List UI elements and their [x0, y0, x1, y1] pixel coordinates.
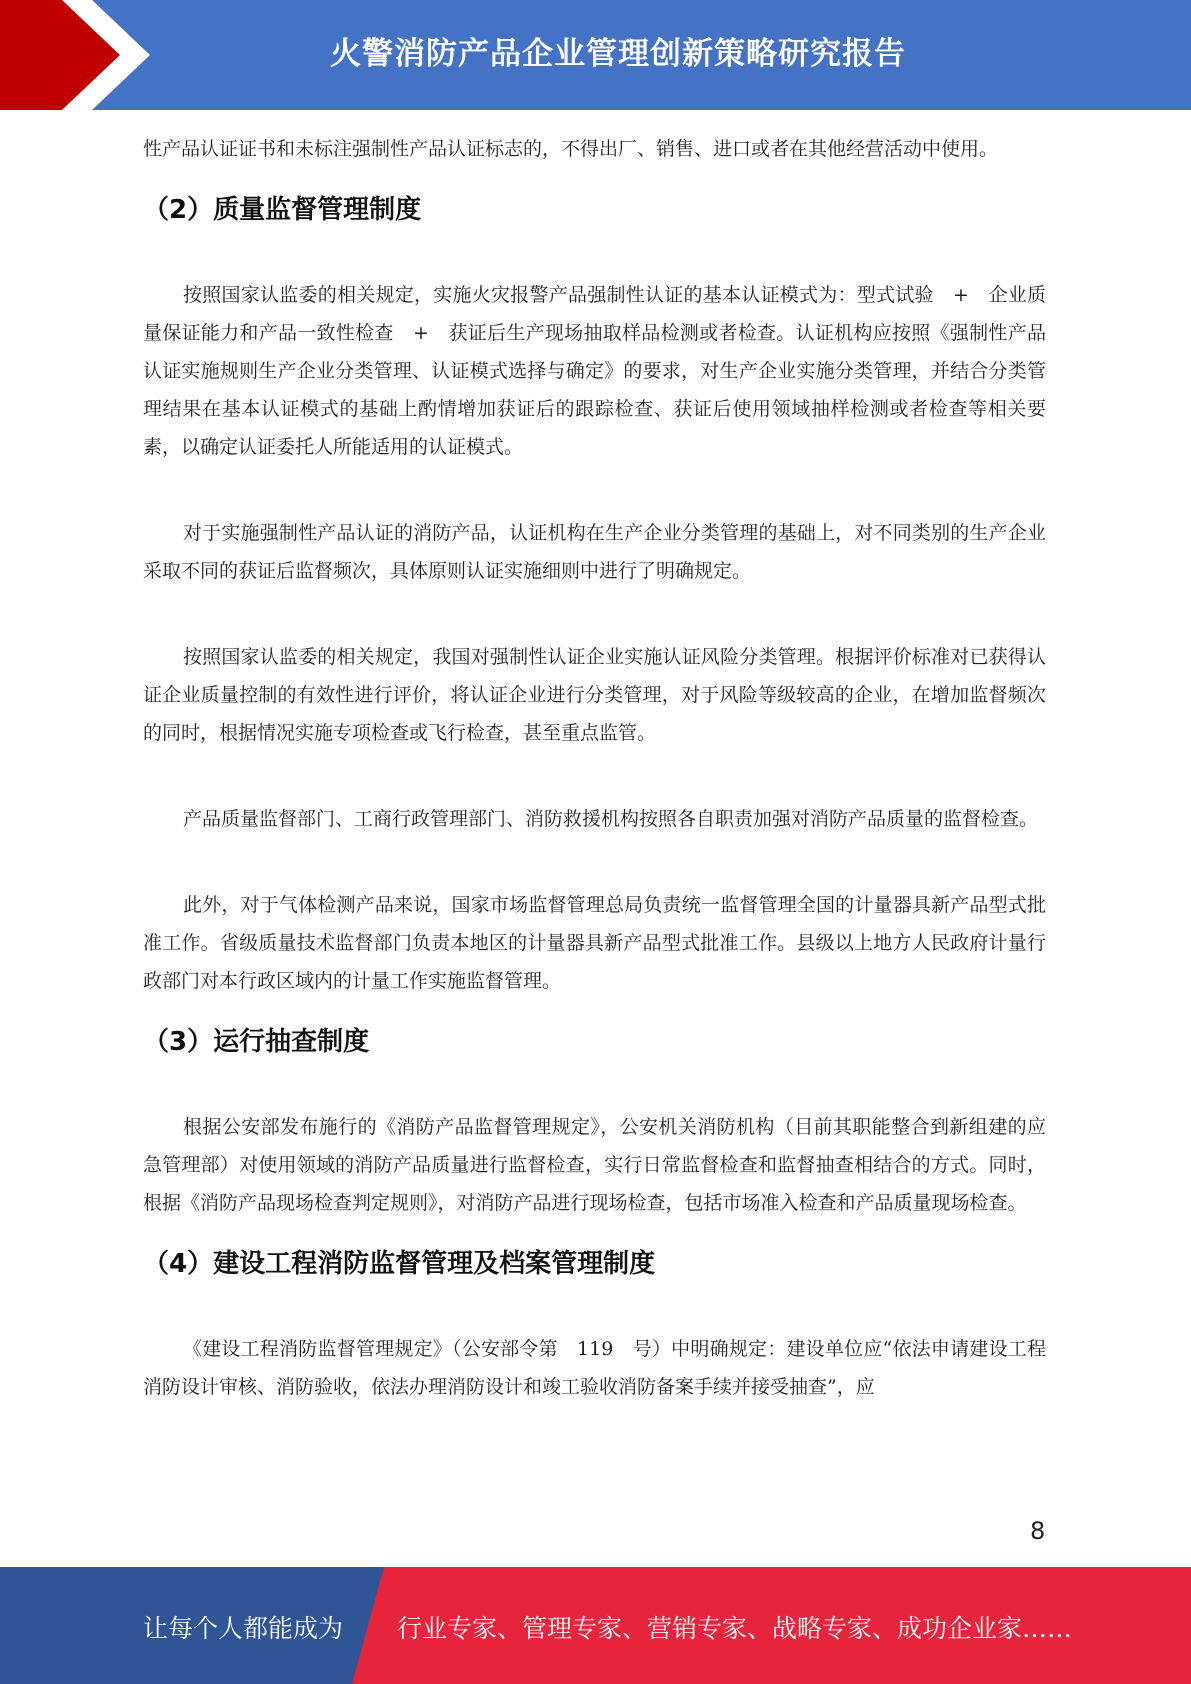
paragraph: 《建设工程消防监督管理规定》（公安部令第 119 号）中明确规定：建设单位应“依法申请建设工程消防设计审核、消防验收，依法办理消防设计和竣工验收消防备案手续并接受抽查”，应 — [143, 1338, 1046, 1398]
footer-slogan-right: 行业专家、管理专家、营销专家、战略专家、成功企业家…… — [397, 1614, 1073, 1643]
section-heading: （2）质量监督管理制度 — [143, 195, 422, 225]
paragraph: 按照国家认监委的相关规定，我国对强制性认证企业实施认证风险分类管理。根据评价标准对已获得认证企业质量控制的有效性进行评价，将认证企业进行分类管理，对于风险等级较高的企业，在增加监督频次的同时，根据情况实施专项检查或飞行检查，甚至重点监管。 — [143, 646, 1046, 744]
section-heading: （4）建设工程消防监督管理及档案管理制度 — [143, 1249, 656, 1279]
paragraph: 对于实施强制性产品认证的消防产品，认证机构在生产企业分类管理的基础上，对不同类别的生产企业采取不同的获证后监督频次，具体原则认证实施细则中进行了明确规定。 — [143, 522, 1046, 582]
section-heading: （3）运行抽查制度 — [143, 1027, 370, 1057]
report-title: 火警消防产品企业管理创新策略研究报告 — [330, 36, 906, 72]
footer-slogan-left: 让每个人都能成为 — [143, 1614, 344, 1643]
paragraph: 此外，对于气体检测产品来说，国家市场监督管理总局负责统一监督管理全国的计量器具新产品型式批准工作。省级质量技术监督部门负责本地区的计量器具新产品型式批准工作。县级以上地方人民政府计量行政部门对本行政区域内的计量工作实施监督管理。 — [143, 894, 1046, 992]
page-number: 8 — [1030, 1517, 1046, 1545]
paragraph: 按照国家认监委的相关规定，实施火灾报警产品强制性认证的基本认证模式为：型式试验 + 企业质量保证能力和产品一致性检查 + 获证后生产现场抽取样品检测或者检查。认证机构应按照《强制性产品认证实施规则生产企业分类管理、认证模式选择与确定》的要求，对生产企业实施分类管理，并结合分类管理结果在基本认证模式的基础上酌情增加获证后的跟踪检查、获证后使用领域抽样检测或者检查等相关要素，以确定认证委托人所能适用的认证模式。 — [143, 284, 1046, 458]
paragraph: 产品质量监督部门、工商行政管理部门、消防救援机构按照各自职责加强对消防产品质量的监督检查。 — [183, 808, 1039, 830]
page-footer — [0, 1567, 1191, 1684]
page-header — [0, 0, 1191, 110]
page-content — [143, 130, 1046, 1406]
paragraph: 性产品认证证书和未标注强制性产品认证标志的，不得出厂、销售、进口或者在其他经营活动中使用。 — [143, 138, 999, 160]
paragraph: 根据公安部发布施行的《消防产品监督管理规定》，公安机关消防机构（目前其职能整合到新组建的应急管理部）对使用领域的消防产品质量进行监督检查，实行日常监督检查和监督抽查相结合的方式。同时，根据《消防产品现场检查判定规则》，对消防产品进行现场检查，包括市场准入检查和产品质量现场检查。 — [143, 1116, 1046, 1214]
